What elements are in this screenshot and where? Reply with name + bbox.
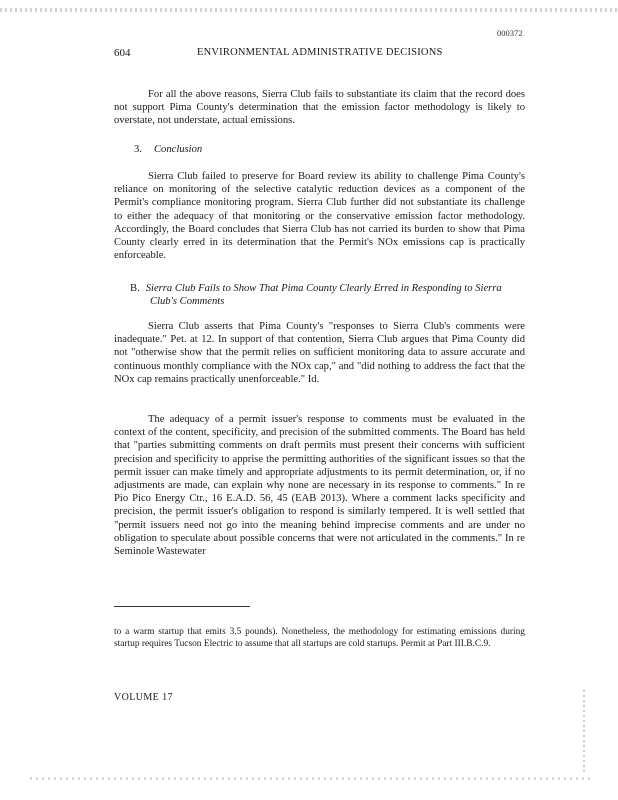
paragraph-1: For all the above reasons, Sierra Club fails to substantiate its claim that the record does not support Pima County's determination that the emission factor methodology is likely to overstate, not understate, actual emissions. [114,89,525,127]
section-heading-number: 3. [134,144,142,155]
paragraph-2: Sierra Club failed to preserve for Board review its ability to challenge Pima County's reliance on monitoring of the selective catalytic reduction devices as a component of the Permit's compliance monitoring program. Sierra Club further did not substantiate its challenge to either the adequacy of that monitoring or the conservative emission factor methodology. Accordingly, the Board concludes that Sierra Club has not carried its burden to show that Pima County clearly erred in its determination that the Permit's NOx emissions cap is practically enforceable. [114,171,525,262]
paragraph-4: The adequacy of a permit issuer's response to comments must be evaluated in the context of the content, specificity, and precision of the submitted comments. The Board has held that "parties submitting comments on draft permits must present their concerns with sufficient precision and specificity to apprise the permitting authorities of the significant issues so that the permit issuer can make timely and appropriate adjustments to its permit determination, or, if no adjustments are made, can explain why none are necessary in its response to comments." In re Pio Pico Energy Ctr., 16 E.A.D. 56, 45 (EAB 2013). Where a comment lacks specificity and precision, the permit issuer's obligation to respond is similarly tempered. It is well settled that "permit issuers need not go into the meaning behind imprecise comments and are under no obligation to speculate about possible concerns that were not articulated in the comments." In re Seminole Wastewater [114,414,525,558]
scan-artifact-right [583,690,585,775]
section-heading-b-line1: Sierra Club Fails to Show That Pima County Clearly Erred in Responding to Sierra [145,283,502,294]
footnote-text: to a warm startup that emits 3.5 pounds). Nonetheless, the methodology for estimating emissions during startup requires Tucson Electric to assume that all startups are cold startups. Permit at Part III.B.C.9. [114,627,525,649]
scan-artifact-top [0,8,618,12]
document-id-stamp: 000372 [497,28,523,38]
footnote-divider [114,606,250,607]
running-head: ENVIRONMENTAL ADMINISTRATIVE DECISIONS [197,47,443,58]
section-heading-text: Conclusion [153,144,203,155]
page-number: 604 [114,47,131,59]
section-heading-b-line2: Club's Comments [150,295,225,307]
volume-label: VOLUME 17 [114,692,173,703]
section-heading-b-number: B. [130,283,140,294]
section-heading-b [130,283,510,308]
paragraph-3: Sierra Club asserts that Pima County's "responses to Sierra Club's comments were inadequate." Pet. at 12. In support of that contention, Sierra Club argues that Pima County did not "otherwise show that the permit relies on sufficient monitoring data to assure accurate and continuous monthly compliance with the NOx cap," and "did nothing to address the fact that the NOx cap remains practically unenforceable." Id. [114,321,525,385]
section-heading-conclusion [134,144,202,155]
scan-artifact-bottom [30,777,590,780]
